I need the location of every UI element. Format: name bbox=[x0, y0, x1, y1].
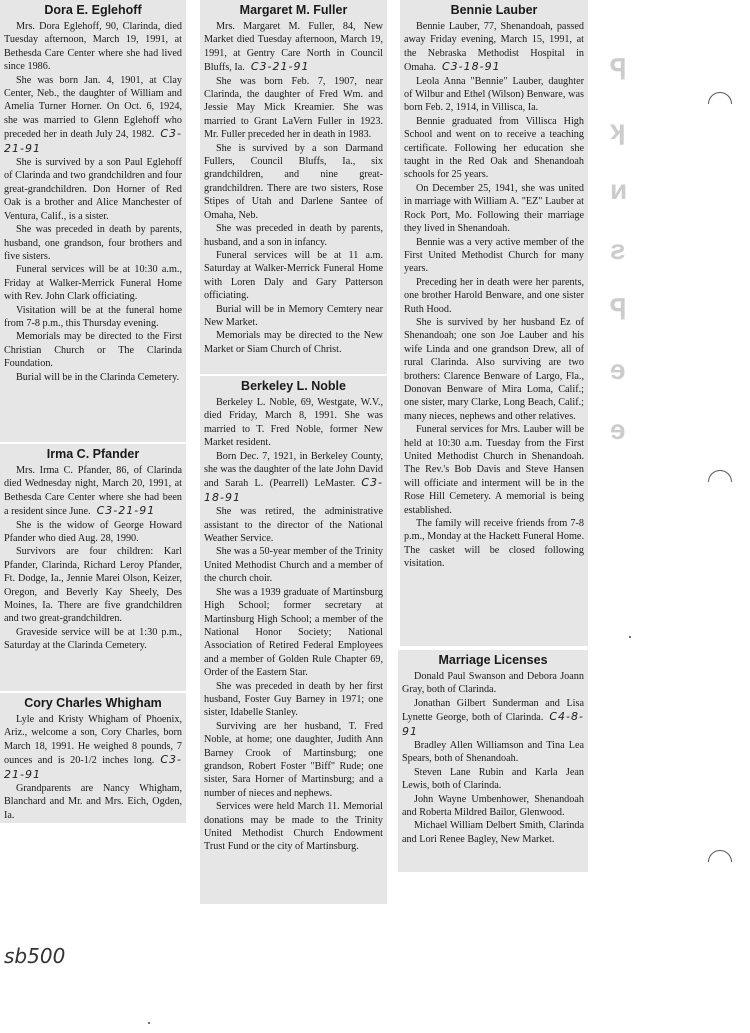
paragraph: She was born Jan. 4, 1901, at Clay Center, Neb., the daughter of William and Amelia Turner Horner. On Oct. 6, 1924, she was married to Glenn Eglehoff who preceded her in death July 24, 1982. C3-21-91 bbox=[4, 74, 182, 155]
paragraph: Preceding her in death were her parents, one brother Harold Benware, and one sister Ruth Hood. bbox=[404, 276, 584, 315]
clipping-berkeley-noble bbox=[200, 376, 387, 904]
heading: Irma C. Pfander bbox=[46, 447, 140, 461]
paragraph: She was preceded in death by parents, husband, and a son in infancy. bbox=[204, 223, 383, 248]
paragraph: Burial will be in the Clarinda Cemetery. bbox=[16, 371, 180, 383]
paragraph: Surviving are her husband, T. Fred Noble, at home; one daughter, Judith Ann Barney Crook of Martinsburg; one grandson, Robert Foster "Biff" Rude; one sister, Sara Horner of Martinsburg; and a number of nieces and nephews. bbox=[204, 720, 383, 799]
handwritten-date: C4-8-91 bbox=[402, 710, 584, 738]
paragraph: Berkeley L. Noble, 69, Westgate, W.V., died Friday, March 8, 1991. She was married to T. Fred Noble, former New Market resident. bbox=[204, 397, 383, 449]
handwritten-date: C3-21-91 bbox=[4, 753, 182, 781]
clipping-marriage-licenses bbox=[398, 650, 588, 872]
handwritten-date: C3-21-91 bbox=[4, 127, 182, 155]
paragraph: She is survived by her husband Ez of Shenandoah; one son Joe Lauber and his wife Linda and one grandson Drew, all of rural Clarinda. Also surviving are two brothers: Clarence Benware of Largo, Fla., Donovan Benware of Mira Loma, Calif.; one sister, mary Clarke, Long Beach, Calif.; many nieces, nephews and other relatives. bbox=[404, 316, 584, 422]
speck bbox=[148, 1022, 150, 1024]
binder-hole-bottom bbox=[708, 850, 732, 874]
license-entry: John Wayne Umbenhower, Shenandoah and Roberta Mildred Bailor, Glenwood. bbox=[402, 793, 584, 819]
paragraph: Mrs. Margaret M. Fuller, 84, New Market died Tuesday afternoon, March 19, 1991, at Gentry Care North in Council Bluffs, Ia. C3-21-91 bbox=[204, 21, 383, 74]
paragraph: She was a 1939 graduate of Martinsburg High School; former secretary at Martinsburg High School; a member of the National Honor Society; National Association of Retired Federal Employees and a member of Golden Rule Chapter 69, Order of the Eastern Star. bbox=[204, 586, 383, 679]
paragraph: On December 25, 1941, she was united in marriage with William A. "EZ" Lauber at Rock Port, Mo. Following their marriage they lived in Shenandoah. bbox=[404, 182, 584, 235]
binder-hole-middle bbox=[708, 470, 732, 494]
handwritten-date: C3-21-91 bbox=[96, 504, 156, 518]
paragraph: She was preceded in death by her first husband, Foster Guy Barney in 1971; one sister, Idabelle Stanley. bbox=[204, 680, 383, 719]
heading: Bennie Lauber bbox=[450, 3, 538, 17]
license-entry: Bradley Allen Williamson and Tina Lea Spears, both of Shenandoah. bbox=[402, 740, 584, 765]
paragraph: She is the widow of George Howard Pfander who died Aug. 28, 1990. bbox=[4, 519, 182, 545]
paragraph: Funeral services will be at 10:30 a.m., Friday at Walker-Merrick Funeral Home with Rev. John Clark officiating. bbox=[4, 264, 182, 303]
speck bbox=[629, 636, 631, 638]
clipping-irma-pfander bbox=[0, 444, 186, 691]
paragraph: Funeral services for Mrs. Lauber will be held at 10:30 a.m. Tuesday from the First United Methodist Church in Shenandoah. The Rev.'s Bob Davis and Steve Hansen will officiate and interment will be in the Rose Hill Cemetery. A memorial is being established. bbox=[404, 424, 584, 516]
paragraph: Funeral services will be at 11 a.m. Saturday at Walker-Merrick Funeral Home with Loren Daly and Gary Patterson officiating. bbox=[204, 249, 383, 302]
paragraph: Bennie graduated from Villisca High School and went on to receive a teaching certificate. Following her education she taught in the Red Oak and Shenandoah schools for 25 years. bbox=[404, 115, 584, 181]
paragraph: Survivors are four children: Karl Pfander, Clarinda, Richard Leroy Pfander, Ft. Dodge, Ia., Jennie Marei Olson, Keizer, Oregon, and Beverly Kay Sheely, Des Moines, Ia. There are five grandchildren and two great-grandchildren. bbox=[4, 546, 182, 625]
heading: Marriage Licenses bbox=[438, 653, 548, 667]
paragraph: Grandparents are Nancy Whigham, Blanchard and Mr. and Mrs. Eich, Ogden, Ia. bbox=[4, 783, 182, 821]
handwritten-date: C3-18-91 bbox=[204, 476, 383, 504]
clipping-dora-eglehoff bbox=[0, 0, 186, 442]
handwritten-date: C3-21-91 bbox=[250, 60, 310, 74]
paragraph: Visitation will be at the funeral home from 7-8 p.m., this Thursday evening. bbox=[4, 304, 182, 329]
paragraph: Burial will be in Memory Cemtery near New Market. bbox=[204, 303, 383, 328]
heading: Dora E. Eglehoff bbox=[44, 3, 142, 17]
bleed-through-text: ꟼ ʞ ᴎ ƨ ꟼ ɘ ɘ bbox=[610, 54, 628, 445]
paragraph: She is survived by a son Darmand Fullers, Council Bluffs, Ia., six grandchildren, and nine great-grandchildren. There are two sisters, Rose Stipes of Utah and Darlene Santee of Omaha, Neb. bbox=[204, 142, 383, 221]
paragraph: Lyle and Kristy Whigham of Phoenix, Ariz., welcome a son, Cory Charles, born March 18, 1991. He weighed 8 pounds, 7 ounces and is 20-1/2 inches long. C3-21-91 bbox=[4, 714, 182, 781]
clipping-margaret-fuller bbox=[200, 0, 387, 374]
paragraph: She was born Feb. 7, 1907, near Clarinda, the daughter of Fred Wm. and Jessie May Mick Kreamier. She was married to Grant LaVern Fuller in 1923. Mr. Fuller preceded her in death in 1983. bbox=[204, 75, 383, 141]
clipping-cory-whigham bbox=[0, 693, 186, 823]
paragraph: She was retired, the administrative assistant to the director of the National Weather Service. bbox=[204, 506, 383, 545]
paragraph: Memorials may be directed to the First Christian Church or The Clarinda Foundation. bbox=[4, 331, 182, 370]
paragraph: Graveside service will be at 1:30 p.m., Saturday at the Clarinda Cemetery. bbox=[4, 626, 182, 652]
handwritten-page-marking: sb500 bbox=[4, 944, 66, 968]
license-entry: Michael William Delbert Smith, Clarinda and Lori Renee Bagley, New Market. bbox=[402, 820, 584, 845]
heading: Berkeley L. Noble bbox=[241, 379, 346, 393]
paragraph: Bennie Lauber, 77, Shenandoah, passed away Friday evening, March 15, 1991, at the Nebraska Methodist Hospital in Omaha. C3-18-91 bbox=[404, 21, 584, 74]
paragraph: Mrs. Irma C. Pfander, 86, of Clarinda died Wednesday night, March 20, 1991, at Bethesda Care Center where she had been a resident since June. C3-21-91 bbox=[4, 465, 182, 518]
paragraph: Born Dec. 7, 1921, in Berkeley County, she was the daughter of the late John David and Sarah L. (Pearrell) LeMaster. C3-18-91 bbox=[204, 450, 383, 504]
paragraph: Mrs. Dora Eglehoff, 90, Clarinda, died Tuesday afternoon, March 19, 1991, at Bethesda Care Center where she had lived since 1986. bbox=[4, 21, 182, 73]
clipping-bennie-lauber bbox=[400, 0, 588, 646]
paragraph: Memorials may be directed to the New Market or Siam Church of Christ. bbox=[204, 330, 383, 355]
handwritten-date: C3-18-91 bbox=[441, 60, 501, 74]
paragraph: Bennie was a very active member of the First United Methodist Church for many years. bbox=[404, 236, 584, 275]
license-entry: Donald Paul Swanson and Debora Joann Gray, both of Clarinda. bbox=[402, 671, 584, 696]
license-entry: Steven Lane Rubin and Karla Jean Lewis, both of Clarinda. bbox=[402, 766, 584, 792]
paragraph: She is survived by a son Paul Eglehoff of Clarinda and two grandchildren and four great-grandchildren. Don Horner of Red Oak is a brother and Alice Manchester of Ventura, Calif., is a sister. bbox=[4, 157, 182, 222]
heading: Cory Charles Whigham bbox=[24, 696, 162, 710]
paragraph: She was a 50-year member of the Trinity United Methodist Church and a member of the church choir. bbox=[204, 546, 383, 585]
paragraph: Services were held March 11. Memorial donations may be made to the Trinity United Methodist Church Endowment Trust Fund or the city of Martinsburg. bbox=[204, 801, 383, 853]
heading: Margaret M. Fuller bbox=[239, 3, 348, 17]
paragraph: The family will receive friends from 7-8 p.m., Monday at the Hackett Funeral Home. The casket will be closed following visitation. bbox=[404, 518, 584, 570]
license-entry: Jonathan Gilbert Sunderman and Lisa Lynette George, both of Clarinda. C4-8-91 bbox=[402, 697, 584, 738]
paragraph: Leola Anna "Bennie" Lauber, daughter of Wilbur and Ethel (Wilson) Benware, was born Feb. 2, 1914, in Villisca, Ia. bbox=[404, 75, 584, 114]
paragraph: She was preceded in death by parents, husband, one grandson, four brothers and five sisters. bbox=[4, 224, 182, 262]
